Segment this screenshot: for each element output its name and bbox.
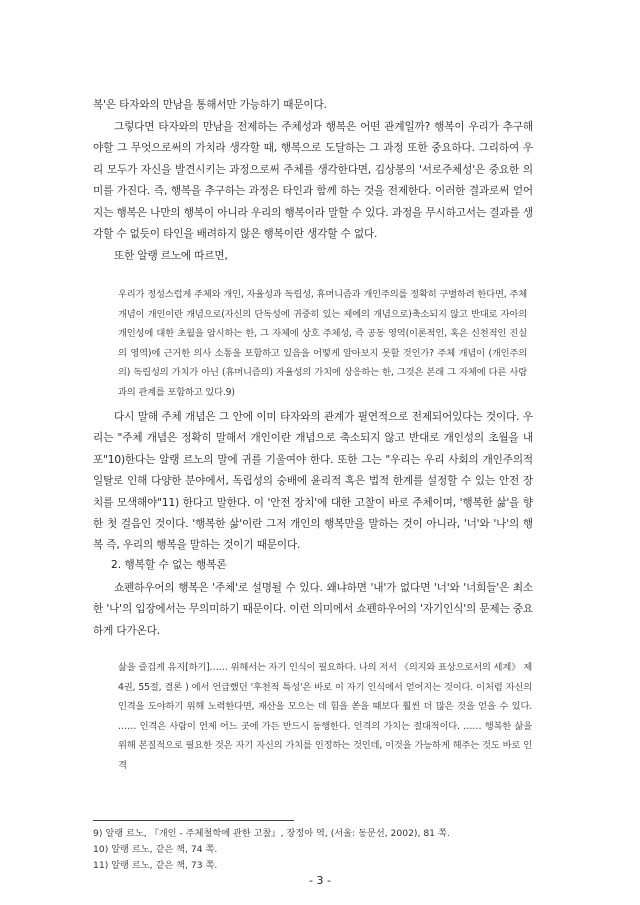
paragraph-subjectivity-happiness: 그렇다면 타자와의 만남을 전제하는 주체성과 행복은 어떤 관계일까? 행복이 우리가 추구해야할 그 무엇으로써의 가치라 생각할 때, 행복으로 도달하는 그 과정 또한 중요하다. 그리하여 우리 모두가 자신을 발견시키는 과정으로써 주체를 생각한다면, 김상봉의 '서로주체성'은 중요한 의미를 가진다. 즉, 행복을 추구하는 과정은 타인과 함께 하는 것을 전제한다. 이러한 결과로써 얻어지는 행복은 나만의 행복이 아니라 우리의 행복이라 말할 수 있다. 과정을 무시하고서는 결과를 생각할 수 없듯이 타인을 배려하지 않은 행복이란 생각할 수 없다. <box>93 121 533 241</box>
block-quote-renaut: 우리가 정성스럽게 주체와 개인, 자율성과 독립성, 휴머니즘과 개인주의를 정확히 구별하려 한다면, 주체 개념이 개인이란 개념으로(자신의 단독성에 귀중히 있는 제에의 개념으로)축소되지 않고 반대로 자아의 개인성에 대한 초월을 암시하는 한, 그 자체에 상호 주체성, 즉 공동 영역(이론적인, 혹은 신천적인 진실의 영역)에 근거한 의사 소통을 포함하고 있음을 어떻게 알아보지 못할 것인가? 주체 개념이 (개인주의의) 독립성의 가치가 아닌 (휴머니즘의) 자율성의 가치에 상응하는 한, 그것은 본래 그 자체에 다른 사람과의 관계를 포함하고 있다.9) <box>118 289 527 398</box>
footnote-11: 11) 알랭 르노, 같은 책, 73 쪽. <box>93 860 218 871</box>
page-number: - 3 - <box>309 874 331 887</box>
paragraph-schopenhauer: 쇼펜하우어의 행복은 '주체'로 설명될 수 있다. 왜냐하면 '내'가 없다면 '너'와 '너희들'은 최소한 '나'의 입장에서는 무의미하기 때문이다. 이런 의미에서 쇼펜하우어의 '자기인식'의 문제는 중요하게 다가온다. <box>93 582 533 637</box>
block-quote-schopenhauer: 삶을 즐겁게 유지[하기]…… 위해서는 자기 인식이 필요하다. 나의 저서 《의지와 표상으로서의 세계》 제4권, 55절, 결론 ) 에서 언급했던 '후천적 특성'은 바로 이 자기 인식에서 얻어지는 것이다. 이처럼 자신의 인격을 도야하기 위해 노력한다면, 재산을 모으는 데 힘을 쏟을 때보다 훨씬 더 많은 것을 얻을 수 있다. …… 인격은 사람이 언제 어느 곳에 가든 반드시 동행한다. 인격의 가치는 절대적이다. …… 행복한 삶을 위해 본질적으로 필요한 것은 자기 자신의 가치를 인정하는 것인데, 이것을 가능하게 해주는 것도 바로 인격 <box>118 662 532 771</box>
footnote-9: 9) 알랭 르노, 『개인 - 주체철학에 관한 고찰』, 장정아 역, (서울: 동문선, 2002), 81 쪽. <box>93 828 450 839</box>
paragraph-subject-concept: 다시 말해 주체 개념은 그 안에 이미 타자와의 관계가 필연적으로 전제되어있다는 것이다. 우리는 "주체 개념은 정확히 말해서 개인이란 개념으로 축소되지 않고 반대로 개인성의 초월을 내포"10)한다는 알랭 르노의 말에 귀를 기울여야 한다. 또한 그는 "우리는 우리 사회의 개인주의적 일탈로 인해 다양한 분야에서, 독립성의 숭배에 윤리적 혹은 법적 한계를 설정할 수 있는 안전 장치를 모색해야"11) 한다고 말한다. 이 '안전 장치'에 대한 고찰이 바로 주체이며, '행복한 삶'을 향한 첫 걸음인 것이다. '행복한 삶'이란 그저 개인의 행복만을 말하는 것이 아니라, '너'와 '나'의 행복 즉, 우리의 행복을 말하는 것이기 때문이다. <box>93 411 533 552</box>
paragraph-continuation: 복'은 타자와의 만남을 통해서만 가능하기 때문이다. <box>93 99 327 111</box>
section-heading: 2. 행복할 수 없는 행복론 <box>111 559 227 571</box>
footnote-divider <box>93 820 294 821</box>
footnote-10: 10) 알랭 르노, 같은 책, 74 쪽. <box>93 844 218 855</box>
paragraph-renaut-intro: 또한 알랭 르노에 따르면, <box>114 250 228 262</box>
